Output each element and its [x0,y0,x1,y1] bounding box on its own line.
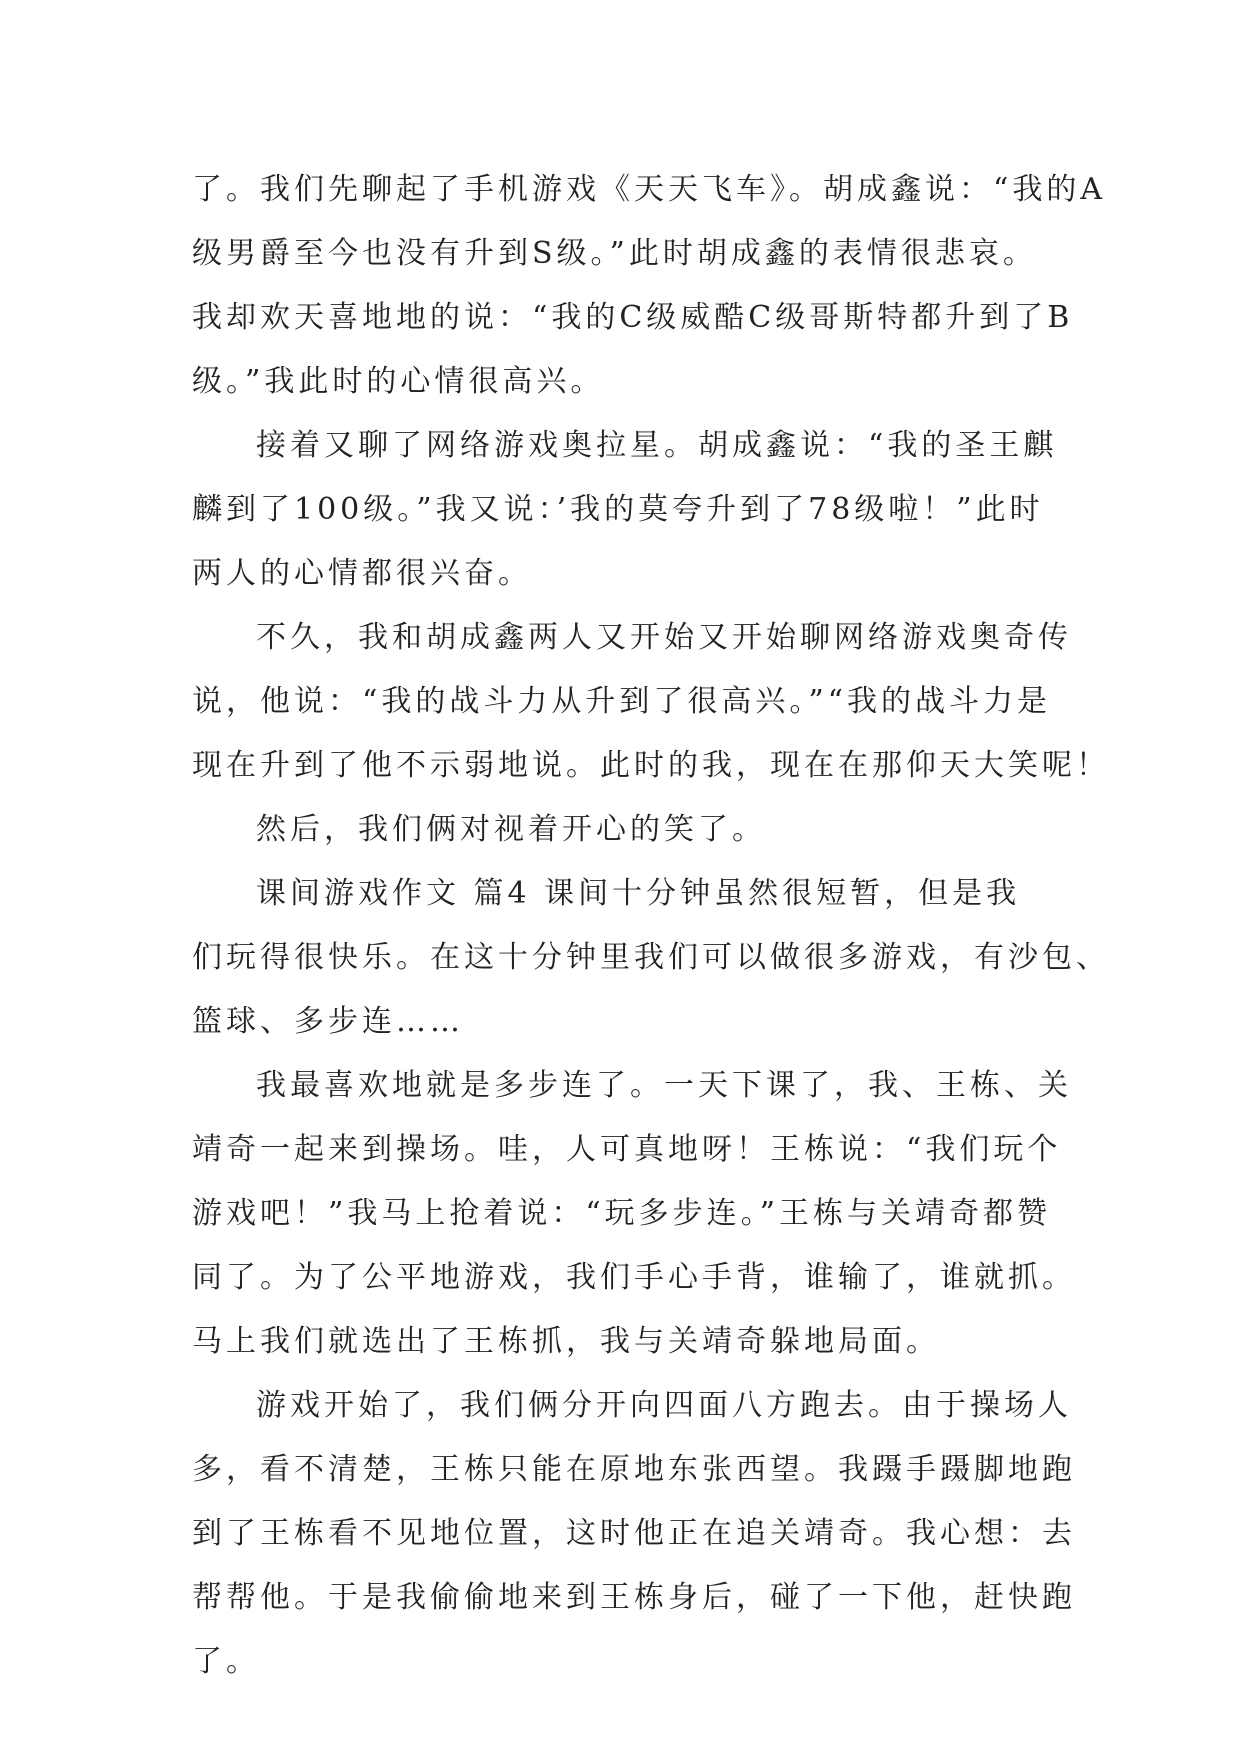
section-heading-line: 课间游戏作文 篇4 课间十分钟虽然很短暂，但是我 [256,876,1021,911]
text-line: 帮帮他。于是我偷偷地来到王栋身后，碰了一下他，赶快跑 [192,1580,1076,1615]
text-line: 马上我们就选出了王栋抓，我与关靖奇躲地局面。 [192,1324,940,1359]
article-body [192,158,1110,1694]
paragraph-start-line: 接着又聊了网络游戏奥拉星。胡成鑫说：“我的圣王麒 [256,428,1058,463]
text-line: 我却欢天喜地地的说：“我的C级威酷C级哥斯特都升到了B [192,300,1074,335]
text-line: 级男爵至今也没有升到S级。”此时胡成鑫的表情很悲哀。 [192,236,1037,271]
text-line: 麟到了100级。”我又说：’我的莫夸升到了78级啦！”此时 [192,492,1044,527]
text-line: 篮球、多步连…… [192,1004,464,1039]
text-line: 了。 [192,1644,260,1679]
text-line: 们玩得很快乐。在这十分钟里我们可以做很多游戏，有沙包、 [192,940,1110,975]
paragraph-start-line: 然后，我们俩对视着开心的笑了。 [256,812,766,847]
text-line: 到了王栋看不见地位置，这时他正在追关靖奇。我心想：去 [192,1516,1076,1551]
paragraph-start-line: 不久，我和胡成鑫两人又开始又开始聊网络游戏奥奇传 [256,620,1072,655]
text-line: 了。我们先聊起了手机游戏《天天飞车》。胡成鑫说：“我的A [192,172,1107,207]
text-line: 两人的心情都很兴奋。 [192,556,532,591]
paragraph-start-line: 游戏开始了，我们俩分开向四面八方跑去。由于操场人 [256,1388,1072,1423]
text-line: 同了。为了公平地游戏，我们手心手背，谁输了，谁就抓。 [192,1260,1076,1295]
text-line: 说，他说：“我的战斗力从升到了很高兴。”“我的战斗力是 [192,684,1052,719]
text-line: 游戏吧！”我马上抢着说：“玩多步连。”王栋与关靖奇都赞 [192,1196,1052,1231]
text-line: 级。”我此时的心情很高兴。 [192,364,605,399]
paragraph-start-line: 我最喜欢地就是多步连了。一天下课了，我、王栋、关 [256,1068,1072,1103]
text-line: 现在升到了他不示弱地说。此时的我，现在在那仰天大笑呢！ [192,748,1110,783]
text-line: 靖奇一起来到操场。哇，人可真地呀！王栋说：“我们玩个 [192,1132,1062,1167]
text-line: 多，看不清楚，王栋只能在原地东张西望。我蹑手蹑脚地跑 [192,1452,1076,1487]
